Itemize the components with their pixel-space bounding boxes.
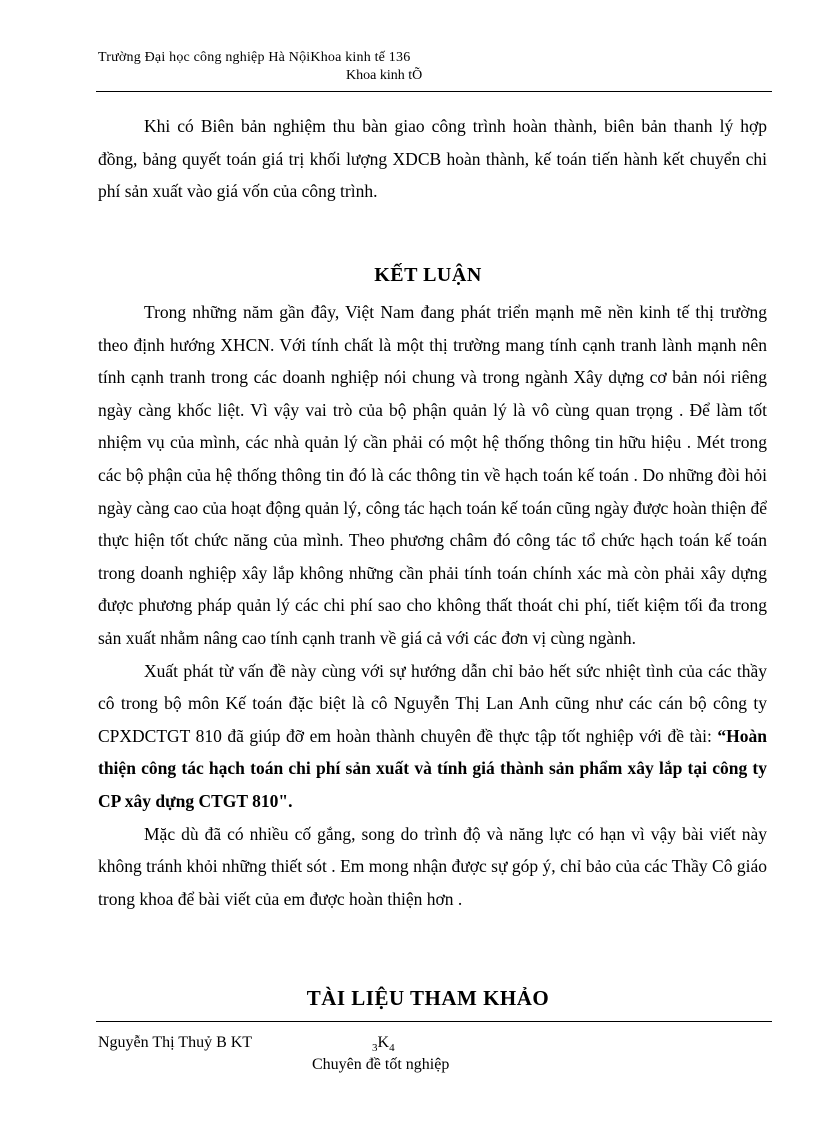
header-school-name: Trường Đại học công nghiệp Hà NộiKhoa kinh tế 136 [98, 50, 411, 65]
conclusion-paragraph-1: Trong những năm gần đây, Việt Nam đang phát triển mạnh mẽ nền kinh tế thị trường theo định hướng XHCN. Với tính chất là một thị trường mang tính cạnh tranh lành mạnh nên tính cạnh tranh trong các doanh nghiệp nói chung và trong ngành Xây dựng cơ bản nói riêng ngày càng khốc liệt. Vì vậy vai trò của bộ phận quản lý là vô cùng quan trọng . Để làm tốt nhiệm vụ của mình, các nhà quản lý cần phải có một hệ thống thông tin hữu hiệu . Mét trong các bộ phận của hệ thống thông tin đó là các thông tin về hạch toán kế toán . Do những đòi hỏi ngày càng cao của hoạt động quản lý, công tác hạch toán kế toán cũng ngày được hoàn thiện để thực hiện tốt chức năng của mình. Theo phương châm đó công tác tổ chức hạch toán kế toán trong doanh nghiệp xây lắp không những cần phải tính toán chính xác mà còn phải xây dựng được phương pháp quản lý các chi phí sao cho không thất thoát chi phí, tiết kiệm tối đa trong sản xuất nhằm nâng cao tính cạnh tranh về giá cả với các đơn vị cùng ngành. [98, 302, 767, 648]
conclusion-body [98, 296, 767, 915]
header-divider [96, 91, 772, 92]
intro-paragraph: Khi có Biên bản nghiệm thu bàn giao công trình hoàn thành, biên bản thanh lý hợp đồng, bảng quyết toán giá trị khối lượng XDCB hoàn thành, kế toán tiến hành kết chuyển chi phí sản xuất vào giá vốn của công trình. [98, 116, 767, 202]
footer-class [372, 1034, 395, 1054]
footer-author: Nguyễn Thị Thuỷ B KT [98, 1034, 253, 1051]
footer-class-mid: K [377, 1034, 390, 1051]
conclusion-paragraph-2-text: Xuất phát từ vấn đề này cùng với sự hướng dẫn chỉ bảo hết sức nhiệt tình của các thầy cô trong bộ môn Kế toán đặc biệt là cô Nguyễn Thị Lan Anh cũng như các cán bộ công ty CPXDCTGT 810 đã giúp đỡ em hoàn thành chuyên đề thực tập tốt nghiệp với đề tài: [98, 660, 767, 746]
conclusion-heading: KẾT LUẬN [374, 264, 482, 286]
conclusion-paragraph-2 [98, 655, 767, 818]
footer-class-sub1: 3 [372, 1042, 378, 1055]
footer-title: Chuyên đề tốt nghiệp [312, 1056, 450, 1073]
header-faculty: Khoa kinh tÕ [346, 68, 423, 83]
conclusion-paragraph-3: Mặc dù đã có nhiều cố gắng, song do trình độ và năng lực có hạn vì vậy bài viết này không tránh khỏi những thiết sót . Em mong nhận được sự góp ý, chỉ bảo của các Thầy Cô giáo trong khoa để bài viết của em được hoàn thiện hơn . [98, 823, 767, 909]
intro-paragraph-block [98, 110, 767, 208]
thesis-title: “Hoàn thiện công tác hạch toán chi phí sản xuất và tính giá thành sản phẩm xây lắp tại công ty CP xây dựng CTGT 810". [98, 725, 767, 811]
footer-divider [96, 1021, 772, 1022]
references-heading: TÀI LIỆU THAM KHẢO [306, 986, 550, 1010]
footer-class-sub2: 4 [389, 1042, 395, 1055]
